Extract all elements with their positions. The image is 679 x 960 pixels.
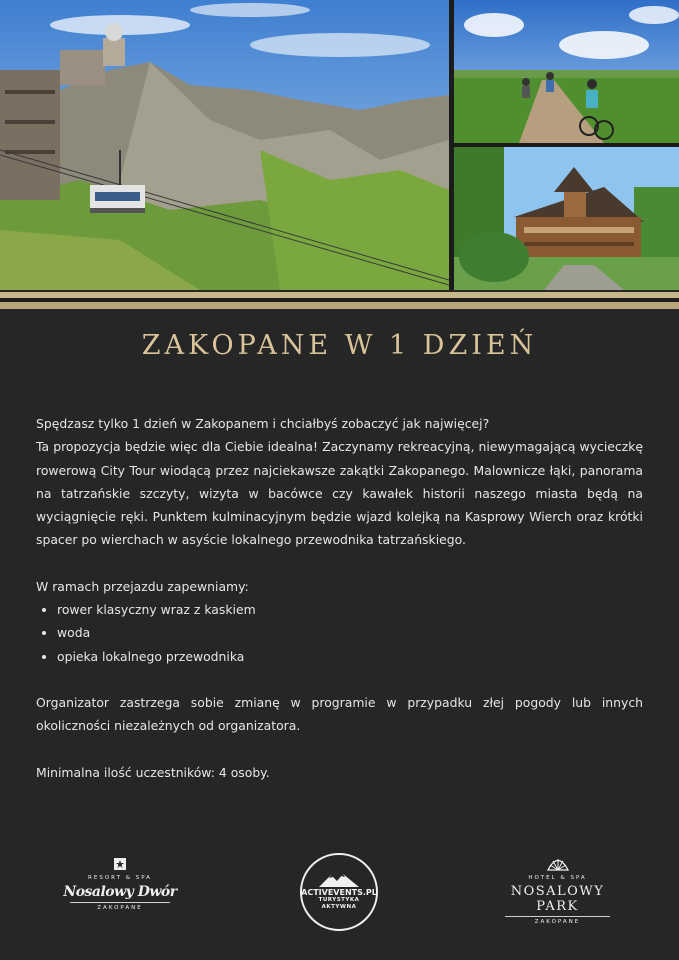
disclaimer: Organizator zastrzega sobie zmianę w programie w przypadku złej pogody lub innych okoliczności niezależnych od organizatora. — [36, 694, 643, 734]
partner-logos — [0, 850, 679, 945]
star-emblem-icon — [113, 857, 127, 871]
kasprowy-cable-car-photo — [0, 0, 449, 290]
description — [36, 412, 643, 784]
nosalowy-park-logo — [495, 855, 620, 925]
min-participants: Minimalna ilość uczestników: 4 osoby. — [36, 764, 270, 780]
list-item: • rower klasyczny wraz z kaskiem — [57, 598, 643, 621]
wooden-villa-photo — [454, 147, 679, 290]
spacer — [36, 668, 643, 691]
mountain-peaks-icon — [319, 873, 359, 887]
activevents-logo — [300, 853, 380, 933]
logo-left-name: Nosalowy Dwór — [63, 884, 177, 900]
logo-left-rule — [70, 902, 170, 903]
nosalowy-dwor-logo — [60, 856, 180, 911]
activevents-badge — [300, 853, 378, 931]
logo-left-bottom: ZAKOPANE — [97, 905, 143, 911]
activevents-line1: TURYSTYKA — [318, 897, 360, 903]
logo-right-bottom: ZAKOPANE — [534, 919, 581, 925]
logo-right-top: HOTEL & SPA — [528, 875, 587, 881]
list-item: • opieka lokalnego przewodnika — [57, 645, 643, 668]
cyclists-meadow-photo — [454, 0, 679, 143]
logo-right-name: NOSALOWY PARK — [510, 884, 605, 914]
logo-right-rule — [505, 916, 610, 917]
list-item: • woda — [57, 621, 643, 644]
shell-emblem-icon — [546, 855, 570, 871]
includes-list — [36, 598, 643, 668]
includes-heading: W ramach przejazdu zapewniamy: — [36, 578, 249, 594]
spacer — [36, 738, 643, 761]
page-title: ZAKOPANE W 1 DZIEŃ — [141, 330, 538, 361]
activevents-line2: AKTYWNA — [321, 904, 357, 910]
intro-paragraph: Ta propozycja będzie więc dla Ciebie idealna! Zaczynamy rekreacyjną, niewymagającą wycieczkę rowerową City Tour wiodącą przez najciekawsze zakątki Zakopanego. Malownicze łąki, panorama na tatrzańskie szczyty, wizyta w bacówce czy kawałek historii naszego miasta będą na wyciągnięcie ręki. Punktem kulminacyjnym będzie wjazd kolejką na Kasprowy Wierch oraz krótki spacer po wierchach w asyście lokalnego przewodnika tatrzańskiego. — [36, 439, 643, 548]
intro-question: Spędzasz tylko 1 dzień w Zakopanem i chciałbyś zobaczyć jak najwięcej? — [36, 416, 490, 431]
logo-left-top: RESORT & SPA — [88, 875, 152, 881]
spacer — [36, 552, 643, 575]
gold-divider-lower — [0, 302, 679, 309]
photo-collage — [0, 0, 679, 290]
activevents-name: ACTIVEVENTS.PL — [301, 888, 377, 897]
